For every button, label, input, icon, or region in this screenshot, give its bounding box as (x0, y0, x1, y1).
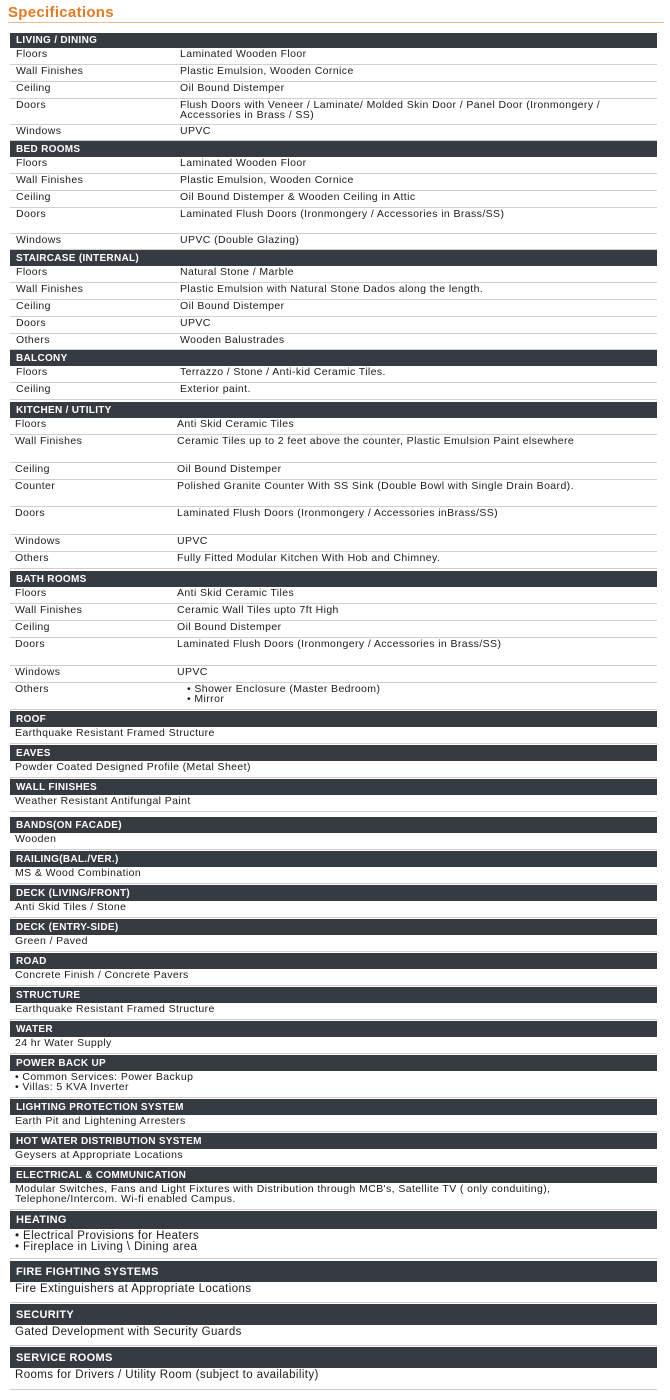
spec-value: Laminated Wooden Floor (180, 157, 307, 169)
spec-label: Wall Finishes (15, 435, 83, 447)
section-body (10, 727, 657, 744)
spec-label: Ceiling (15, 463, 50, 475)
spec-label: Floors (15, 418, 47, 430)
section-body (10, 1325, 657, 1346)
spec-value: Oil Bound Distemper (177, 463, 282, 475)
section-body (10, 935, 657, 952)
section-title: KITCHEN / UTILITY (16, 404, 112, 416)
spec-row (10, 234, 657, 250)
section-header (10, 1261, 657, 1282)
section-text: Weather Resistant Antifungal Paint (15, 795, 191, 807)
section-body (10, 901, 657, 918)
spec-row (10, 480, 657, 507)
section-header (10, 402, 657, 418)
section-title: FIRE FIGHTING SYSTEMS (16, 1265, 159, 1278)
section-header (10, 851, 657, 867)
spec-row (10, 638, 657, 666)
spec-row (10, 507, 657, 535)
spec-row (10, 666, 657, 683)
spec-row (10, 334, 657, 350)
section-body-list (10, 1071, 657, 1098)
spec-row (10, 535, 657, 552)
title-divider (8, 22, 664, 23)
section-title: HEATING (16, 1214, 67, 1226)
spec-label: Floors (16, 266, 48, 278)
section-title: BED ROOMS (16, 143, 81, 155)
spec-value: Exterior paint. (180, 383, 251, 395)
section-header (10, 885, 657, 901)
spec-row (10, 82, 657, 99)
section-title: POWER BACK UP (16, 1057, 107, 1069)
page-title: Specifications (8, 4, 114, 21)
spec-label: Wall Finishes (15, 604, 83, 616)
section-body (10, 1149, 657, 1166)
spec-label: Ceiling (16, 300, 51, 312)
spec-value: Flush Doors with Veneer / Laminate/ Molded Skin Door / Panel Door (Ironmongery / Accessories in Brass / SS) (180, 99, 601, 121)
section-header (10, 141, 657, 157)
spec-value: Terrazzo / Stone / Anti-kid Ceramic Tiles. (180, 366, 386, 378)
spec-row (10, 366, 657, 383)
section-header (10, 711, 657, 727)
spec-label: Counter (15, 480, 56, 492)
section-text: MS & Wood Combination (15, 867, 142, 879)
section-header (10, 1304, 657, 1325)
section-text: Earth Pit and Lightening Arresters (15, 1115, 186, 1127)
spec-value: Oil Bound Distemper (180, 82, 285, 94)
spec-label: Wall Finishes (16, 174, 84, 186)
section-text: Concrete Finish / Concrete Pavers (15, 969, 189, 981)
spec-value: Polished Granite Counter With SS Sink (Double Bowl with Single Drain Board). (177, 480, 574, 492)
spec-value: Anti Skid Ceramic Tiles (177, 418, 295, 430)
section-body (10, 1037, 657, 1054)
spec-value: Laminated Wooden Floor (180, 48, 307, 60)
section-title: LIGHTING PROTECTION SYSTEM (16, 1101, 184, 1113)
section-text: Green / Paved (15, 935, 88, 947)
spec-label: Doors (16, 317, 47, 329)
section-body (10, 1282, 657, 1303)
spec-value: Wooden Balustrades (180, 334, 285, 346)
section-title: STAIRCASE (INTERNAL) (16, 252, 140, 264)
spec-label: Windows (16, 125, 62, 137)
spec-label: Ceiling (15, 621, 50, 633)
section-header (10, 1211, 657, 1229)
spec-label: Doors (16, 208, 47, 220)
spec-value: Laminated Flush Doors (Ironmongery / Accessories in Brass/SS) (177, 638, 502, 650)
section-header (10, 33, 657, 48)
spec-row (10, 283, 657, 300)
section-header (10, 987, 657, 1003)
section-text: Gated Development with Security Guards (15, 1326, 242, 1338)
section-title: ROOF (16, 713, 47, 725)
spec-row (10, 317, 657, 334)
spec-value: Fully Fitted Modular Kitchen With Hob and Chimney. (177, 552, 441, 564)
spec-row (10, 266, 657, 283)
spec-row (10, 552, 657, 569)
section-title: HOT WATER DISTRIBUTION SYSTEM (16, 1135, 202, 1147)
section-title: BATH ROOMS (16, 573, 87, 585)
section-title: SERVICE ROOMS (16, 1351, 113, 1364)
section-title: DECK (ENTRY-SIDE) (16, 921, 119, 933)
section-title: STRUCTURE (16, 989, 81, 1001)
list-item: • Electrical Provisions for Heaters (15, 1231, 650, 1242)
section-text: Rooms for Drivers / Utility Room (subject to availability) (15, 1369, 319, 1381)
section-text: Wooden (15, 833, 57, 845)
spec-value: UPVC (Double Glazing) (180, 234, 300, 246)
spec-label: Doors (16, 99, 47, 111)
section-header (10, 1133, 657, 1149)
section-title: WALL FINISHES (16, 781, 97, 793)
spec-value-list (187, 685, 657, 704)
bullet-list (15, 1073, 650, 1092)
section-header (10, 953, 657, 969)
spec-value: Laminated Flush Doors (Ironmongery / Accessories in Brass/SS) (180, 208, 505, 220)
spec-value: Plastic Emulsion, Wooden Cornice (180, 174, 354, 186)
spec-value: Anti Skid Ceramic Tiles (177, 587, 295, 599)
section-body (10, 1368, 657, 1390)
spec-row (10, 208, 657, 234)
spec-label: Others (15, 552, 49, 564)
section-text: Anti Skid Tiles / Stone (15, 901, 127, 913)
spec-value: UPVC (177, 666, 208, 678)
spec-row (10, 435, 657, 463)
section-title: ELECTRICAL & COMMUNICATION (16, 1169, 187, 1181)
spec-label: Windows (15, 535, 61, 547)
section-title: RAILING(BAL./VER.) (16, 853, 119, 865)
spec-row (10, 65, 657, 82)
list-item: • Fireplace in Living \ Dining area (15, 1242, 650, 1253)
spec-label: Floors (15, 587, 47, 599)
spec-label: Floors (16, 48, 48, 60)
spec-row (10, 383, 657, 400)
section-header (10, 250, 657, 266)
spec-value: UPVC (180, 125, 211, 137)
section-body-list (10, 1229, 657, 1259)
section-text: Powder Coated Designed Profile (Metal Sheet) (15, 761, 251, 773)
section-header (10, 779, 657, 795)
spec-row (10, 99, 657, 125)
spec-value: Oil Bound Distemper (177, 621, 282, 633)
section-header (10, 1167, 657, 1183)
section-title: BANDS(ON FACADE) (16, 819, 122, 831)
section-title: DECK (LIVING/FRONT) (16, 887, 131, 899)
section-title: BALCONY (16, 352, 68, 364)
spec-label: Floors (16, 366, 48, 378)
spec-row (10, 174, 657, 191)
list-item: • Villas: 5 KVA Inverter (15, 1083, 650, 1093)
spec-label: Wall Finishes (16, 283, 84, 295)
section-body (10, 833, 657, 850)
spec-label: Floors (16, 157, 48, 169)
section-title: EAVES (16, 747, 51, 759)
spec-label: Windows (15, 666, 61, 678)
spec-value: UPVC (177, 535, 208, 547)
spec-row (10, 157, 657, 174)
spec-row (10, 300, 657, 317)
spec-value: Laminated Flush Doors (Ironmongery / Accessories inBrass/SS) (177, 507, 499, 519)
section-header (10, 919, 657, 935)
spec-label: Windows (16, 234, 62, 246)
spec-row (10, 604, 657, 621)
bullet-list (15, 1231, 650, 1253)
spec-value: Plastic Emulsion, Wooden Cornice (180, 65, 354, 77)
spec-value: Ceramic Tiles up to 2 feet above the counter, Plastic Emulsion Paint elsewhere (177, 435, 575, 447)
section-title: ROAD (16, 955, 47, 967)
spec-row-others (10, 683, 657, 710)
section-header (10, 1347, 657, 1368)
spec-label: Doors (15, 507, 46, 519)
list-item: • Shower Enclosure (Master Bedroom) (187, 685, 657, 695)
section-body (10, 867, 657, 884)
list-item: • Common Services: Power Backup (15, 1073, 650, 1083)
section-body (10, 1115, 657, 1132)
spec-row (10, 418, 657, 435)
section-body (10, 1183, 657, 1210)
section-body (10, 969, 657, 986)
spec-row (10, 48, 657, 65)
section-header (10, 350, 657, 366)
section-title: SECURITY (16, 1308, 75, 1321)
section-header (10, 817, 657, 833)
spec-value: Natural Stone / Marble (180, 266, 294, 278)
section-header (10, 1055, 657, 1071)
section-text: Fire Extinguishers at Appropriate Locations (15, 1283, 252, 1295)
section-text: Geysers at Appropriate Locations (15, 1149, 184, 1161)
section-header (10, 745, 657, 761)
spec-value: Oil Bound Distemper (180, 300, 285, 312)
spec-label: Others (15, 683, 49, 695)
spec-row (10, 125, 657, 141)
section-body (10, 761, 657, 778)
section-body (10, 1003, 657, 1020)
section-text: Modular Switches, Fans and Light Fixtures with Distribution through MCB's, Satellite TV ( only conduiting), Telephone/Intercom. Wi-fi enabled Campus. (15, 1183, 551, 1205)
spec-row (10, 587, 657, 604)
spec-label: Doors (15, 638, 46, 650)
spec-label: Wall Finishes (16, 65, 84, 77)
spec-value: Oil Bound Distemper & Wooden Ceiling in Attic (180, 191, 416, 203)
spec-value: UPVC (180, 317, 211, 329)
spec-row (10, 463, 657, 480)
section-title: LIVING / DINING (16, 35, 98, 46)
list-item: • Mirror (187, 695, 657, 705)
section-text: 24 hr Water Supply (15, 1037, 112, 1049)
section-header (10, 1099, 657, 1115)
section-title: WATER (16, 1023, 53, 1035)
spec-row (10, 621, 657, 638)
section-body (10, 795, 657, 812)
spec-label: Ceiling (16, 383, 51, 395)
spec-row (10, 191, 657, 208)
section-header (10, 571, 657, 587)
spec-label: Ceiling (16, 82, 51, 94)
section-text: Earthquake Resistant Framed Structure (15, 727, 215, 739)
spec-label: Ceiling (16, 191, 51, 203)
spec-label: Others (16, 334, 50, 346)
spec-value: Plastic Emulsion with Natural Stone Dados along the length. (180, 283, 484, 295)
spec-value: Ceramic Wall Tiles upto 7ft High (177, 604, 339, 616)
section-header (10, 1021, 657, 1037)
section-text: Earthquake Resistant Framed Structure (15, 1003, 215, 1015)
